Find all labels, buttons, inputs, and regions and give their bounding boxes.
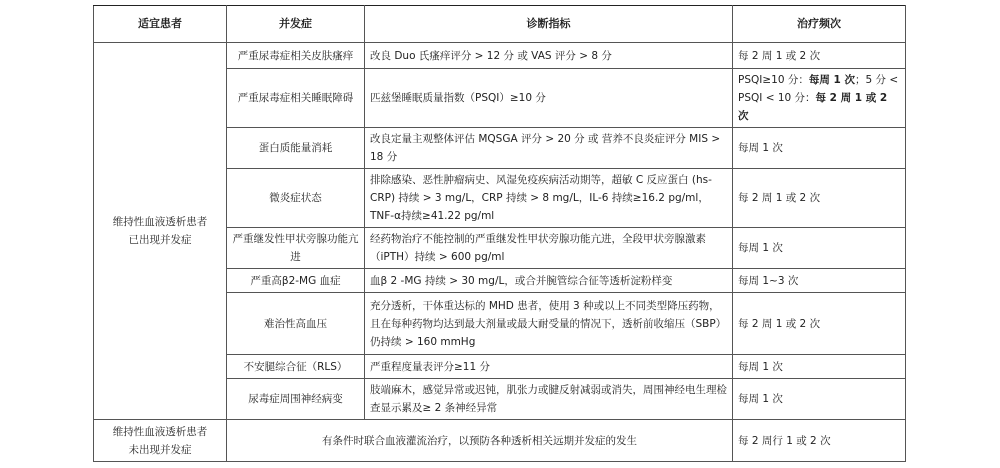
complication-cell: 难治性高血压 — [227, 293, 365, 355]
table-row — [94, 43, 906, 69]
frequency-cell: 每周 1 次 — [733, 128, 906, 169]
complication-cell: 严重高β2-MG 血症 — [227, 269, 365, 293]
complication-cell: 严重继发性甲状旁腺功能亢进 — [227, 228, 365, 269]
table-row — [94, 420, 906, 462]
frequency-cell: 每 2 周 1 或 2 次 — [733, 169, 906, 228]
patient-group-2: 维持性血液透析患者未出现并发症 — [94, 420, 227, 462]
header-complication: 并发症 — [227, 6, 365, 43]
frequency-text: ；5 分 < PSQI < 10 分： — [738, 74, 899, 104]
indicator-cell: 严重程度量表评分≥11 分 — [365, 355, 733, 379]
patient-group-1: 维持性血液透析患者已出现并发症 — [94, 43, 227, 420]
header-patient: 适宜患者 — [94, 6, 227, 43]
header-indicator: 诊断指标 — [365, 6, 733, 43]
indicator-cell: 排除感染、恶性肿瘤病史、风湿免疫疾病活动期等，超敏 C 反应蛋白 (hs-CRP) 持续 > 3 mg/L，CRP 持续 > 8 mg/L，IL-6 持续≥16.2 pg/ml，TNF-α持续≥41.22 pg/ml — [365, 169, 733, 228]
treatment-table — [93, 5, 906, 462]
indicator-cell: 匹兹堡睡眠质量指数（PSQI）≥10 分 — [365, 69, 733, 128]
frequency-cell: 每周 1 次 — [733, 228, 906, 269]
frequency-cell: 每 2 周 1 或 2 次 — [733, 293, 906, 355]
indicator-cell: 改良 Duo 氏瘙痒评分 > 12 分 或 VAS 评分 > 8 分 — [365, 43, 733, 69]
header-row — [94, 6, 906, 43]
frequency-cell: 每周 1~3 次 — [733, 269, 906, 293]
indicator-cell: 充分透析，干体重达标的 MHD 患者，使用 3 种或以上不同类型降压药物，且在每种药物均达到最大剂量或最大耐受量的情况下，透析前收缩压（SBP）仍持续 > 160 mmHg — [365, 293, 733, 355]
complication-cell: 尿毒症周围神经病变 — [227, 379, 365, 420]
group2-description: 有条件时联合血液灌流治疗，以预防各种透析相关远期并发症的发生 — [227, 420, 733, 462]
indicator-cell: 血β 2 -MG 持续 > 30 mg/L，或合并腕管综合征等透析淀粉样变 — [365, 269, 733, 293]
frequency-cell — [733, 69, 906, 128]
frequency-cell: 每 2 周 1 或 2 次 — [733, 43, 906, 69]
complication-cell: 严重尿毒症相关睡眠障碍 — [227, 69, 365, 128]
frequency-bold: 每周 1 次 — [808, 74, 855, 86]
complication-cell: 微炎症状态 — [227, 169, 365, 228]
complication-cell: 严重尿毒症相关皮肤瘙痒 — [227, 43, 365, 69]
frequency-cell: 每周 1 次 — [733, 355, 906, 379]
complication-cell: 不安腿综合征（RLS） — [227, 355, 365, 379]
header-frequency: 治疗频次 — [733, 6, 906, 43]
indicator-cell: 肢端麻木，感觉异常或迟钝，肌张力或腱反射减弱或消失，周围神经电生理检查显示累及≥ 2 条神经异常 — [365, 379, 733, 420]
indicator-cell: 改良定量主观整体评估 MQSGA 评分 > 20 分 或 营养不良炎症评分 MIS > 18 分 — [365, 128, 733, 169]
frequency-text: PSQI≥10 分： — [738, 74, 809, 86]
frequency-cell: 每 2 周行 1 或 2 次 — [733, 420, 906, 462]
complication-cell: 蛋白质能量消耗 — [227, 128, 365, 169]
frequency-cell: 每周 1 次 — [733, 379, 906, 420]
indicator-cell: 经药物治疗不能控制的严重继发性甲状旁腺功能亢进，全段甲状旁腺激素（iPTH）持续 > 600 pg/ml — [365, 228, 733, 269]
frequency-bold: 每 2 周 1 或 2 次 — [738, 92, 888, 122]
